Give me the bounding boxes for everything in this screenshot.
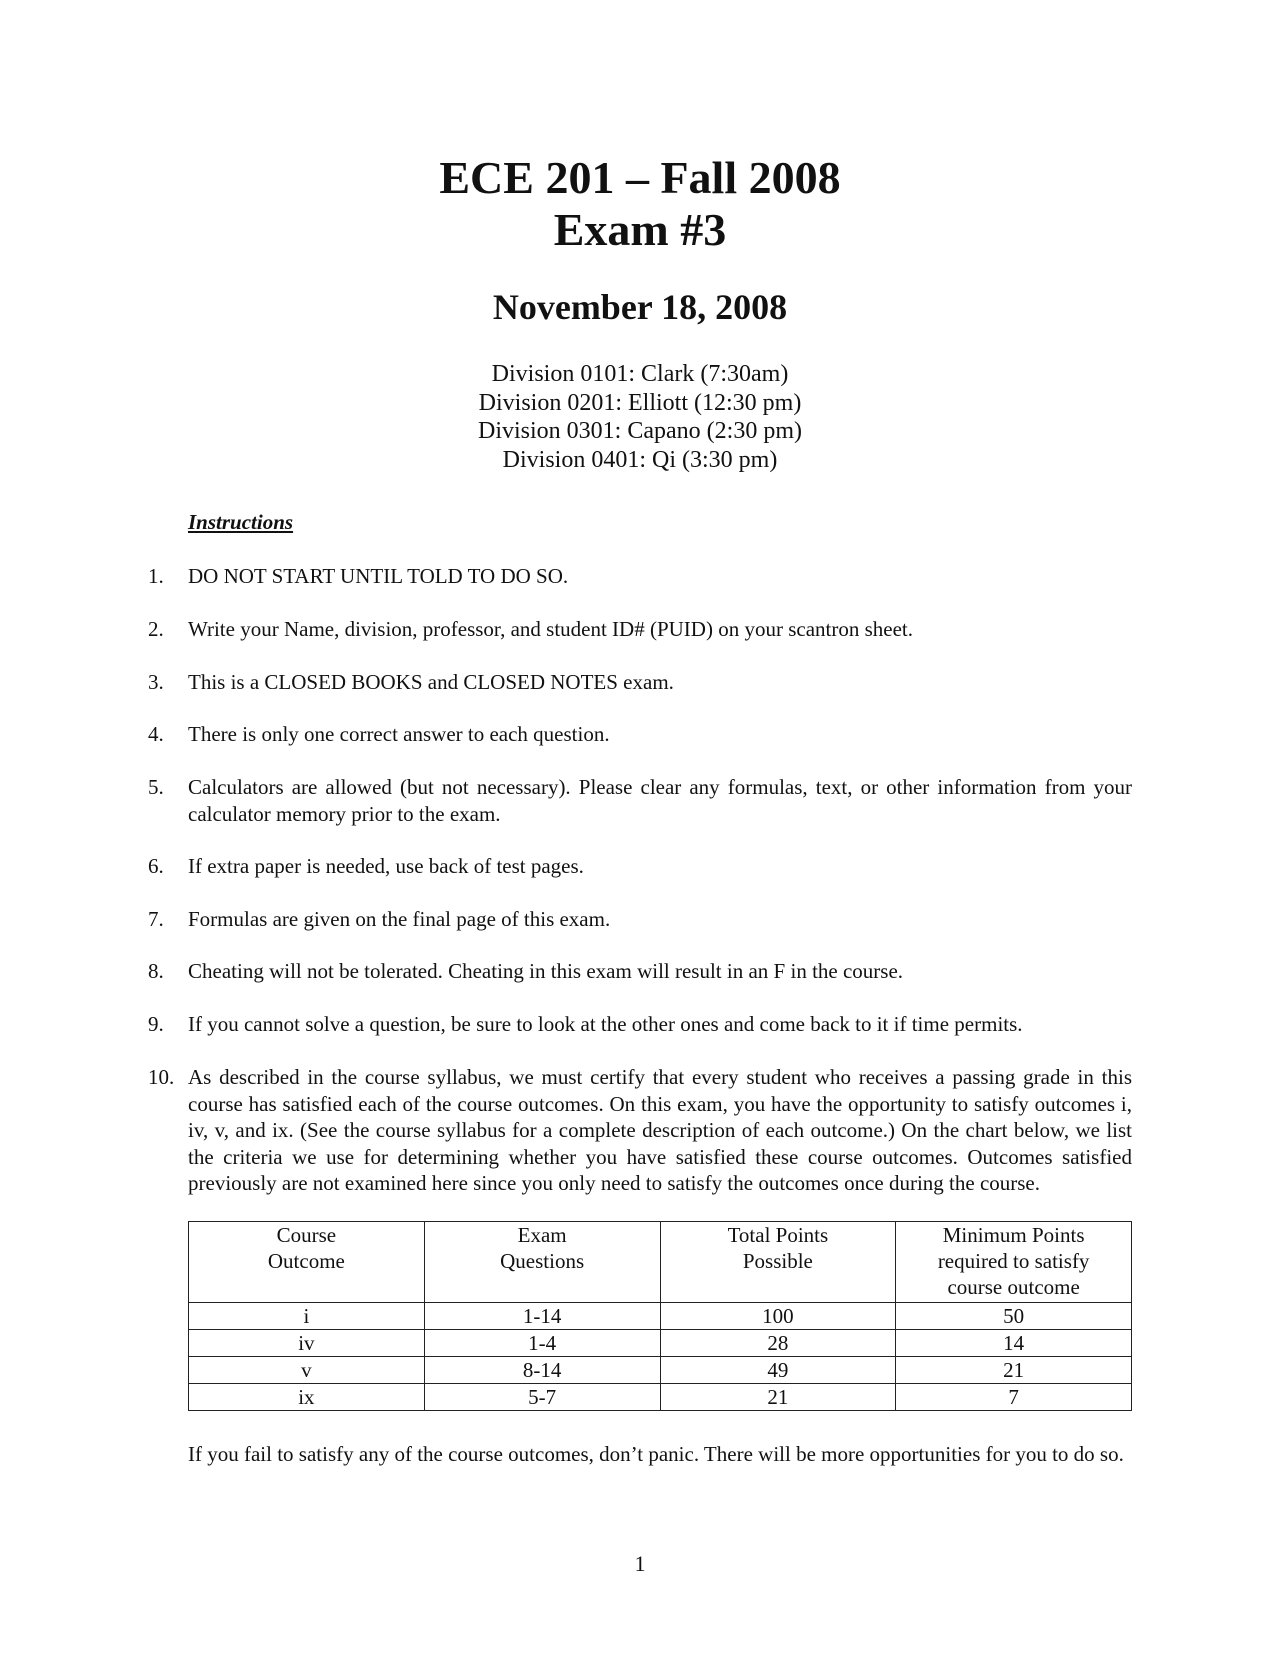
instruction-text: This is a CLOSED BOOKS and CLOSED NOTES exam. [188, 670, 674, 694]
instruction-number: 1. [148, 564, 164, 588]
header-minimum-points: Minimum Points required to satisfy course outcome [896, 1222, 1132, 1303]
instruction-item [148, 853, 1132, 880]
table-cell: 7 [896, 1384, 1132, 1411]
instruction-text: DO NOT START UNTIL TOLD TO DO SO. [188, 564, 569, 588]
instruction-item [148, 563, 1132, 590]
table-cell: 1-4 [424, 1330, 660, 1357]
instruction-item [148, 774, 1132, 827]
instruction-number: 6. [148, 854, 164, 878]
instruction-item [148, 616, 1132, 643]
instruction-number: 3. [148, 670, 164, 694]
table-cell: i [189, 1303, 425, 1330]
instruction-number: 5. [148, 775, 164, 799]
instruction-item [148, 669, 1132, 696]
table-cell: 50 [896, 1303, 1132, 1330]
exam-title: ECE 201 – Fall 2008 [439, 152, 841, 203]
instruction-item [148, 906, 1132, 933]
header-total-points: Total Points Possible [660, 1222, 896, 1303]
course-outcome-table [188, 1221, 1132, 1411]
instruction-number: 7. [148, 907, 164, 931]
table-cell: 21 [896, 1357, 1132, 1384]
instruction-number: 10. [148, 1065, 175, 1089]
table-cell: 100 [660, 1303, 896, 1330]
table-cell: 21 [660, 1384, 896, 1411]
instruction-text: If you cannot solve a question, be sure to look at the other ones and come back to it if time permits. [188, 1012, 1023, 1036]
instruction-item [148, 958, 1132, 985]
table-row [189, 1303, 1132, 1330]
division-line: Division 0401: Qi (3:30 pm) [502, 446, 778, 473]
instruction-text: If extra paper is needed, use back of test pages. [188, 854, 584, 878]
instruction-item [148, 1064, 1132, 1197]
division-line: Division 0301: Capano (2:30 pm) [478, 418, 802, 444]
instruction-item [148, 1011, 1132, 1038]
instruction-text: There is only one correct answer to each question. [188, 722, 610, 746]
instruction-text: Formulas are given on the final page of this exam. [188, 907, 611, 931]
exam-number: Exam #3 [553, 204, 727, 255]
closing-note: If you fail to satisfy any of the course outcomes, don’t panic. There will be more opportunities for you to do so. [188, 1442, 1124, 1466]
table-cell: v [189, 1357, 425, 1384]
header-exam-questions: Exam Questions [424, 1222, 660, 1303]
division-line: Division 0101: Clark (7:30am) [491, 361, 789, 387]
instruction-text: Calculators are allowed (but not necessary). Please clear any formulas, text, or other information from your calculator memory prior to the exam. [188, 775, 1132, 826]
exam-date: November 18, 2008 [492, 287, 788, 327]
page-number: 1 [634, 1551, 646, 1576]
table-row [189, 1384, 1132, 1411]
instructions-heading: Instructions [188, 510, 294, 534]
table-cell: 1-14 [424, 1303, 660, 1330]
table-header-row [189, 1222, 1132, 1303]
table-cell: 5-7 [424, 1384, 660, 1411]
instruction-number: 8. [148, 959, 164, 983]
division-list [0, 360, 1280, 474]
table-cell: 14 [896, 1330, 1132, 1357]
table-cell: 8-14 [424, 1357, 660, 1384]
instruction-text: Cheating will not be tolerated. Cheating in this exam will result in an F in the course. [188, 959, 904, 983]
instruction-item [148, 721, 1132, 748]
table-row [189, 1330, 1132, 1357]
instruction-number: 4. [148, 722, 164, 746]
table-cell: iv [189, 1330, 425, 1357]
header-course-outcome: Course Outcome [189, 1222, 425, 1303]
table-cell: 49 [660, 1357, 896, 1384]
table-cell: 28 [660, 1330, 896, 1357]
instruction-text: Write your Name, division, professor, and student ID# (PUID) on your scantron sheet. [188, 617, 913, 641]
instruction-number: 9. [148, 1012, 164, 1036]
instruction-text: As described in the course syllabus, we must certify that every student who receives a passing grade in this course has satisfied each of the course outcomes. On this exam, you have the opportunity to satisfy outcomes i, iv, v, and ix. (See the course syllabus for a complete description of each outcome.) On the chart below, we list the criteria we use for determining whether you have satisfied these course outcomes. Outcomes satisfied previously are not examined here since you only need to satisfy the outcomes once during the course. [188, 1065, 1132, 1195]
table-cell: ix [189, 1384, 425, 1411]
table-row [189, 1357, 1132, 1384]
instruction-number: 2. [148, 617, 164, 641]
division-line: Division 0201: Elliott (12:30 pm) [478, 389, 802, 416]
